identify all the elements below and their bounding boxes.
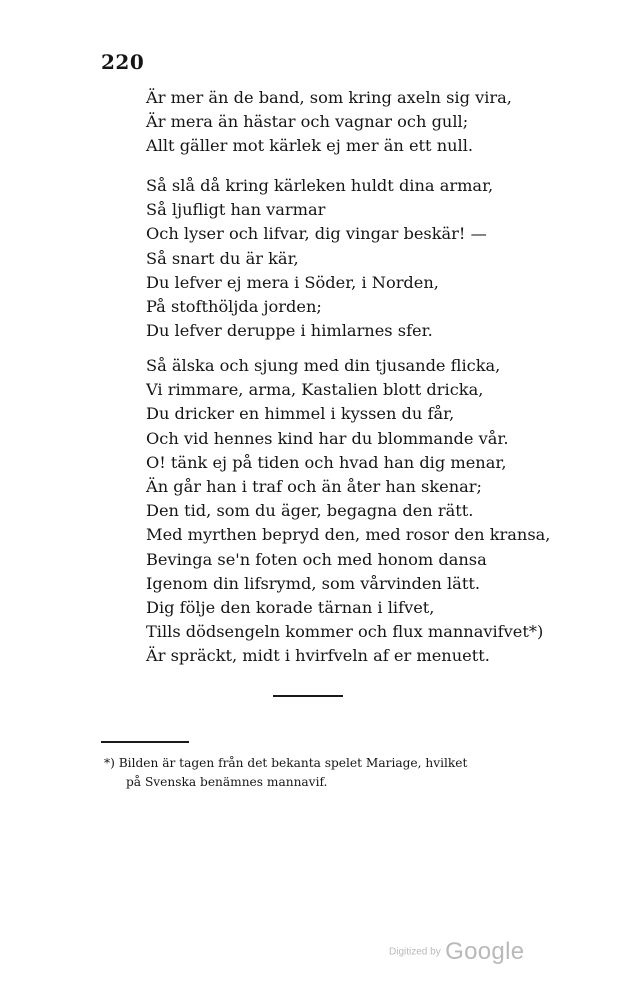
verse-line: Så slå då kring kärleken huldt dina armar, — [146, 176, 494, 195]
verse-line: Igenom din lifsrymd, som vårvinden lätt. — [146, 573, 480, 593]
verse-line: O! tänk ej på tiden och hvad han dig menar, — [146, 452, 507, 472]
verse-line: Du lefver deruppe i himlarnes sfer. — [146, 321, 433, 341]
verse-line: Vi rimmare, arma, Kastalien blott dricka, — [146, 380, 484, 400]
verse-line: Du dricker en himmel i kyssen du får, — [146, 404, 455, 424]
verse-line: Dig följe den korade tärnan i lifvet, — [146, 598, 435, 618]
footnote-line: på Svenska benämnes mannavif. — [126, 775, 328, 789]
footnote-line: *) Bilden är tagen från det bekanta spelet Mariage, hvilket — [104, 756, 468, 770]
footnote-divider — [101, 741, 189, 743]
watermark-brand: Google — [445, 938, 525, 965]
verse-line: Så snart du är kär, — [146, 248, 299, 268]
verse-line: Så älska och sjung med din tjusande flicka, — [146, 356, 501, 375]
watermark-prefix: Digitized by — [389, 946, 441, 958]
verse-line: Tills dödsengeln kommer och flux mannavifvet*) — [146, 622, 544, 642]
verse-line: Och vid hennes kind har du blommande vår. — [146, 428, 509, 448]
verse-line: Är spräckt, midt i hvirfveln af er menuett. — [146, 646, 490, 666]
stanza-1 — [146, 86, 512, 159]
stanza-2 — [146, 174, 493, 343]
verse-line: Och lyser och lifvar, dig vingar beskär! — — [146, 224, 487, 244]
section-divider — [273, 695, 343, 697]
footnote — [104, 754, 467, 792]
verse-line: Än går han i traf och än åter han skenar; — [146, 477, 482, 497]
verse-line: Är mer än de band, som kring axeln sig vira, — [146, 88, 512, 107]
verse-line: Är mera än hästar och vagnar och gull; — [146, 112, 469, 132]
verse-line: Du lefver ej mera i Söder, i Norden, — [146, 272, 439, 292]
stanza-3 — [146, 354, 550, 669]
verse-line: Allt gäller mot kärlek ej mer än ett null. — [146, 136, 474, 156]
verse-line: Den tid, som du äger, begagna den rätt. — [146, 501, 474, 521]
verse-line: På stofthöljda jorden; — [146, 297, 322, 317]
page-number: 220 — [101, 50, 145, 74]
verse-line: Bevinga se'n foten och med honom dansa — [146, 549, 487, 569]
verse-line: Med myrthen bepryd den, med rosor den kransa, — [146, 525, 551, 545]
digitized-watermark — [389, 938, 524, 966]
verse-line: Så ljufligt han varmar — [146, 200, 326, 220]
